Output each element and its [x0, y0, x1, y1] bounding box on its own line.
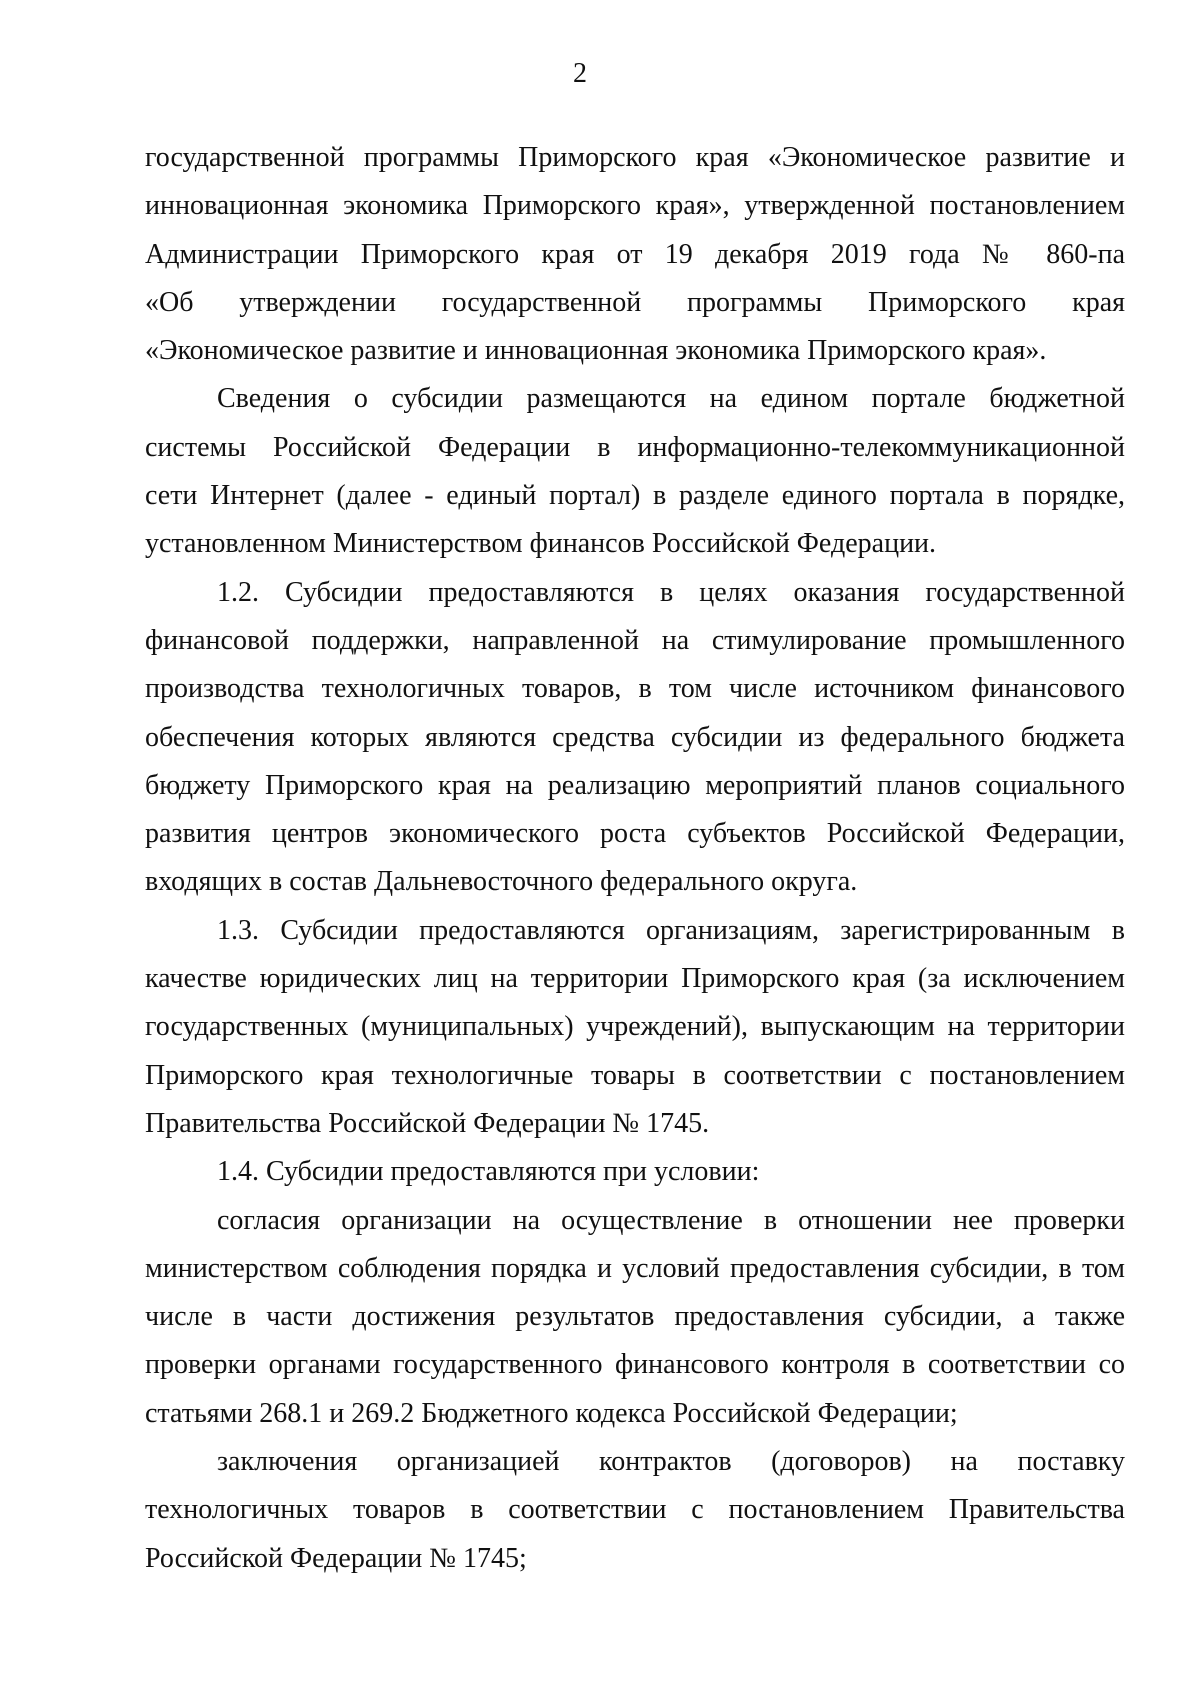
text-line: Приморского края технологичные товары в соответствии с постановлением	[145, 1059, 1125, 1091]
text-line: 1.2. Субсидии предоставляются в целях оказания государственной	[217, 576, 1125, 608]
text-line: установленном Министерством финансов Российской Федерации.	[145, 528, 937, 560]
paragraph-condition-contracts	[145, 1438, 1125, 1583]
text-line: Правительства Российской Федерации № 1745.	[145, 1107, 710, 1139]
paragraph-1-2	[145, 569, 1125, 907]
text-line: государственной программы Приморского края «Экономическое развитие и	[145, 142, 1125, 173]
text-line: входящих в состав Дальневосточного федерального округа.	[145, 866, 858, 898]
text-line: качестве юридических лиц на территории Приморского края (за исключением	[145, 963, 1125, 995]
paragraph-subsidy-info	[145, 375, 1125, 568]
text-line: министерством соблюдения порядка и условий предоставления субсидии, в том	[145, 1252, 1125, 1284]
text-line: согласия организации на осуществление в отношении нее проверки	[217, 1204, 1125, 1236]
text-line: Сведения о субсидии размещаются на едином портале бюджетной	[217, 383, 1125, 415]
paragraph-1-3	[145, 907, 1125, 1148]
paragraph-program-reference	[145, 134, 1125, 375]
text-line: Российской Федерации № 1745;	[145, 1542, 527, 1574]
paragraph-1-4	[145, 1148, 1125, 1196]
text-line: «Об утверждении государственной программы Приморского края	[145, 286, 1125, 318]
page-number: 2	[573, 58, 587, 89]
text-line: финансовой поддержки, направленной на стимулирование промышленного	[145, 624, 1125, 656]
text-line: сети Интернет (далее - единый портал) в разделе единого портала в порядке,	[145, 480, 1125, 512]
text-line: системы Российской Федерации в информационно-телекоммуникационной	[145, 431, 1125, 463]
text-line: «Экономическое развитие и инновационная экономика Приморского края».	[145, 335, 1047, 367]
text-line: государственных (муниципальных) учреждений), выпускающим на территории	[145, 1011, 1125, 1043]
text-line: обеспечения которых являются средства субсидии из федерального бюджета	[145, 721, 1125, 753]
text-line: инновационная экономика Приморского края», утвержденной постановлением	[145, 190, 1125, 222]
document-body	[145, 134, 1125, 1583]
text-line: статьями 268.1 и 269.2 Бюджетного кодекса Российской Федерации;	[145, 1397, 958, 1429]
text-line: технологичных товаров в соответствии с постановлением Правительства	[145, 1494, 1125, 1526]
text-line: бюджету Приморского края на реализацию мероприятий планов социального	[145, 769, 1125, 801]
text-line: Администрации Приморского края от 19 декабря 2019 года № 860-па	[145, 238, 1125, 270]
text-line: 1.4. Субсидии предоставляются при условии:	[217, 1156, 760, 1188]
text-line: числе в части достижения результатов предоставления субсидии, а также	[145, 1301, 1125, 1333]
text-line: проверки органами государственного финансового контроля в соответствии со	[145, 1349, 1125, 1381]
text-line: 1.3. Субсидии предоставляются организациям, зарегистрированным в	[217, 914, 1125, 946]
text-line: производства технологичных товаров, в том числе источником финансового	[145, 673, 1125, 705]
text-line: развития центров экономического роста субъектов Российской Федерации,	[145, 818, 1125, 850]
text-line: заключения организацией контрактов (договоров) на поставку	[217, 1446, 1125, 1478]
paragraph-condition-consent	[145, 1197, 1125, 1438]
